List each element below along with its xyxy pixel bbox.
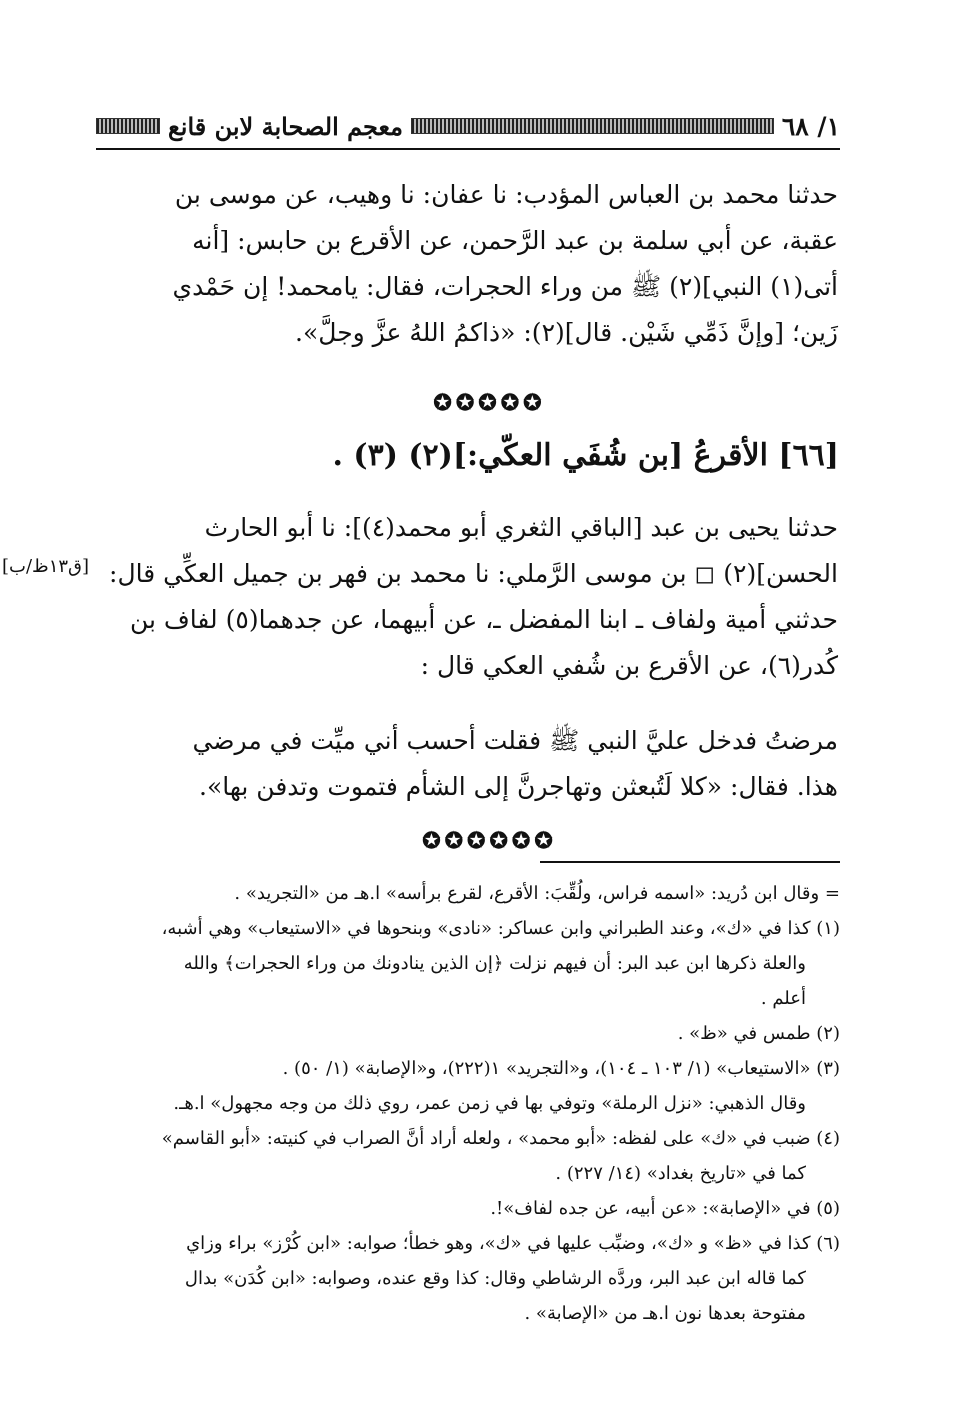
header-ornament-bar [96, 118, 160, 134]
hadith-paragraph-1 [100, 172, 838, 356]
book-title: معجم الصحابة لابن قانع [168, 111, 403, 141]
footnote-line: أعلم . [760, 988, 806, 1009]
footnote-line: والعلة ذكرها ابن عبد البر: أن فيهم نزلت ﴿إن الذين ينادونك من وراء الحجرات﴾ والله [183, 953, 806, 974]
manuscript-margin-note: [ق١٣ظ/ب] [2, 556, 90, 577]
footnote-line: (٦) كذا في «ظ» و «ك»، وضبِّب عليها في «ك»، وهو خطأ؛ صوابه: «ابن كُرْز» براء وزاي [186, 1233, 840, 1254]
footnote-line: كما في «تاريخ بغداد» (١٤/ ٢٢٧) . [555, 1163, 806, 1184]
footnote-line: (١) كذا في «ك»، وعند الطبراني وابن عساكر: «نادى» وبنحوها في «الاستيعاب» وهي أشبه، [161, 918, 840, 939]
text-line: حدثنا محمد بن العباس المؤدب: نا عفان: نا وهيب، عن موسى بن [174, 180, 838, 209]
section-separator: ✪✪✪✪✪ [433, 390, 546, 416]
footnote-line: (٥) في «الإصابة»: «عن أبيه، عن جده لفاف»!. [490, 1198, 840, 1219]
footnotes [96, 876, 840, 1331]
entry-heading: [٦٦] الأقرعُ [بن شُفَي العكّي:](٢) (٣) . [332, 438, 839, 473]
hadith-paragraph-2 [100, 505, 838, 689]
footnote-line: = وقال ابن دُريد: «اسمه فراس، ولُقِّبَ: الأقرع، لقرع برأسه» ا.هـ من «التجريد» . [234, 883, 840, 904]
footnote-line: كما قاله ابن عبد البر، وردَّه الرشاطي وقال: كذا وقع عنده، وصوابه: «ابن كُدَن» بدال [184, 1268, 806, 1289]
header-ornament-bar [411, 118, 774, 134]
text-line: هذا. فقال: «كلا لَتُبعثن وتهاجرنَّ إلى الشأم فتموت وتدفن بها». [199, 772, 838, 801]
text-line: الحسن](٢) ◻ بن موسى الرَّملي: نا محمد بن فهر بن جميل العكِّي قال: [109, 559, 838, 588]
page-number: ١/ ٦٨ [781, 111, 840, 141]
footnote-line: مفتوحة بعدها نون ا.هـ من «الإصابة» . [524, 1303, 806, 1324]
text-line: كُدر(٦)، عن الأقرع بن شُفي العكي قال : [420, 651, 838, 680]
footnote-rule [540, 861, 840, 863]
footnote-line: وقال الذهبي: «نزل الرملة» وتوفي بها في زمن عمر، روي ذلك من وجه مجهول» ا.هـ. [173, 1093, 806, 1114]
section-separator: ✪✪✪✪✪✪ [422, 828, 557, 854]
hadith-paragraph-3 [100, 718, 838, 810]
footnote-line: (٢) طمس في «ظ» . [677, 1023, 840, 1044]
text-line: مرضتُ فدخل عليَّ النبي ﷺ فقلت أحسب أني ميِّت في مرضي [192, 726, 838, 755]
footnote-line: (٤) ضبب في «ك» على لفظه: «أبو محمد» ، ولعله أراد أنَّ الصراب في كنيته: «أبو القاسم» [161, 1128, 840, 1149]
header-rule [96, 148, 840, 150]
text-line: أتى(١) النبي](٢) ﷺ من وراء الحجرات، فقال: يامحمد! إن حَمْدي [172, 272, 838, 301]
text-line: عقبة، عن أبي سلمة بن عبد الرَّحمن، عن الأقرع بن حابس: [أنه [192, 226, 838, 255]
page-header [96, 108, 840, 144]
text-line: حدثني أمية ولفاف ـ ابنا المفضل ـ، عن أبيهما، عن جدهما(٥) لفاف بن [129, 605, 838, 634]
text-line: حدثنا يحيى بن عبد [الباقي الثغري أبو محمد(٤)]: نا أبو الحارث [204, 513, 838, 542]
footnote-line: (٣) «الاستيعاب» (١/ ١٠٣ ـ ١٠٤)، و«التجريد» ١(٢٢٢)، و«الإصابة» (١/ ٥٠) . [282, 1058, 840, 1079]
text-line: زَين؛ [وإنَّ ذَمِّي شَيْن. قال](٢): «ذاكمُ اللهُ عزَّ وجلَّ». [295, 318, 838, 347]
